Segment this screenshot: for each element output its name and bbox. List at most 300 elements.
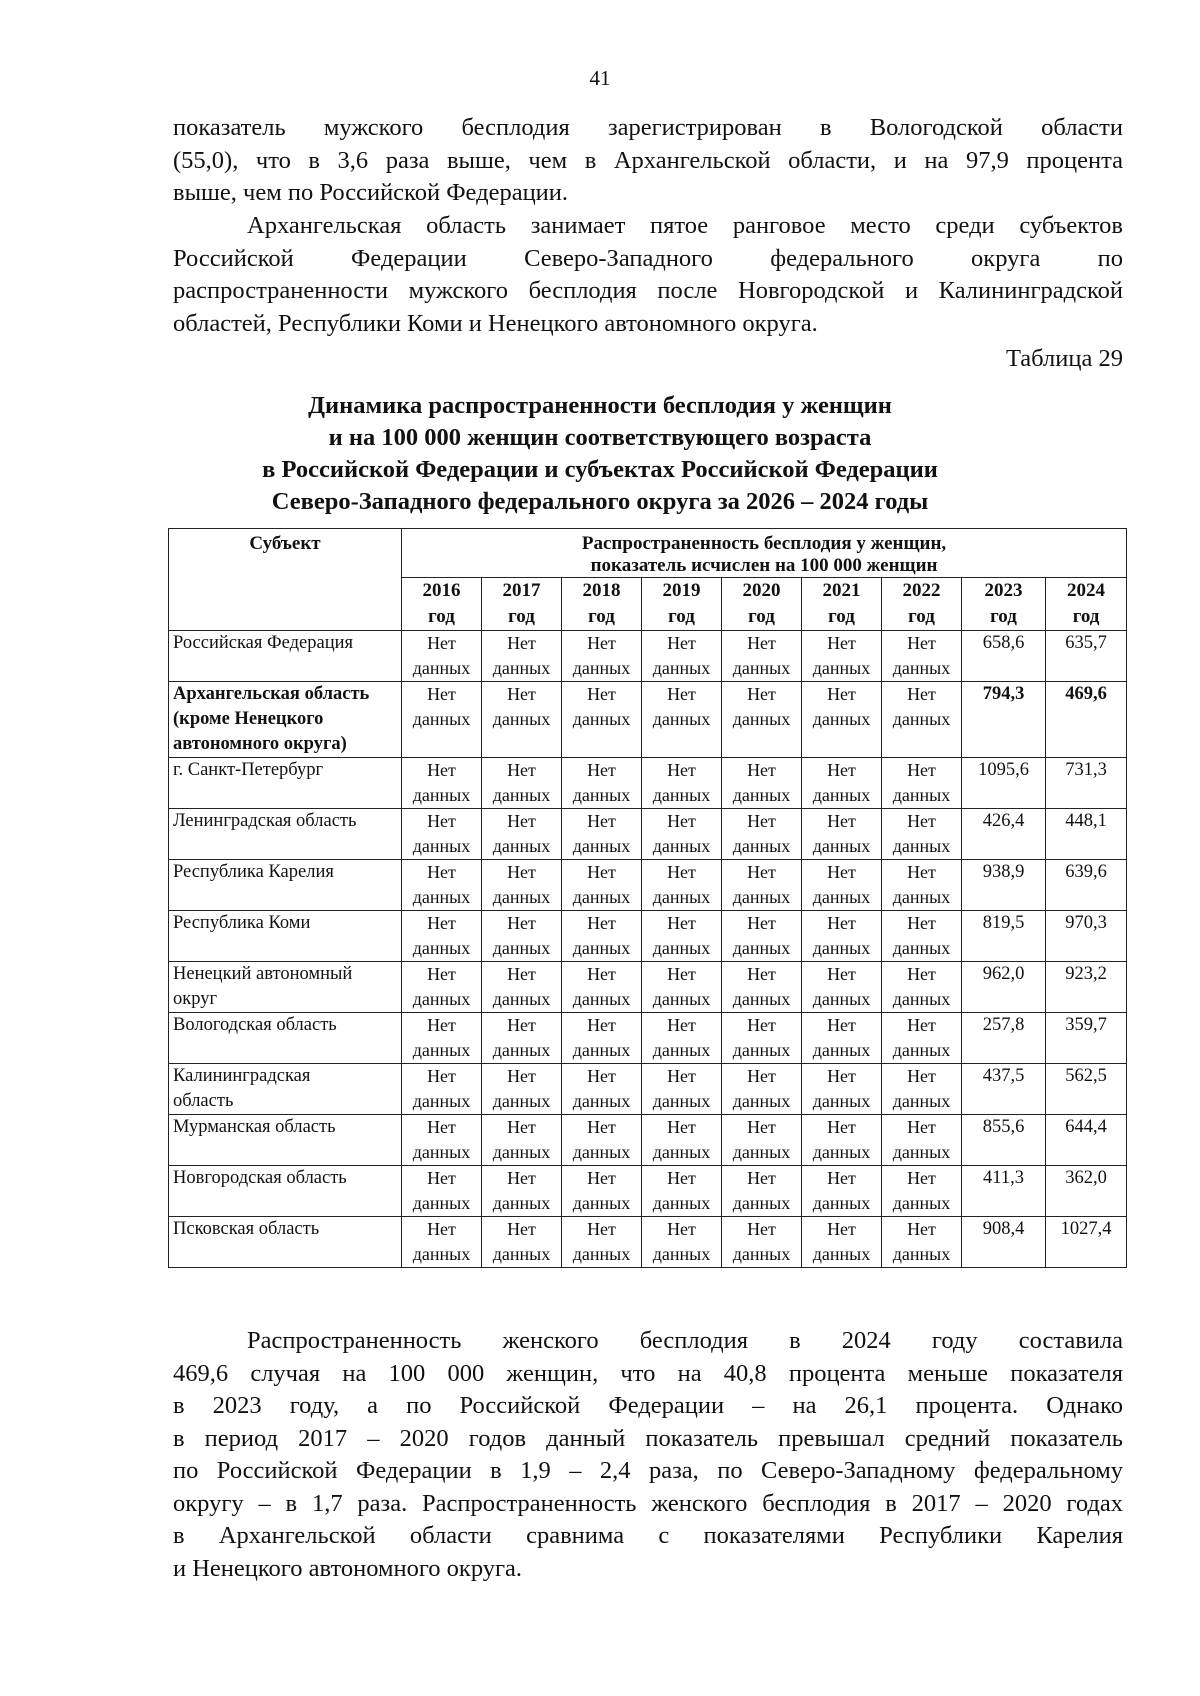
value-cell-2024: 923,2 bbox=[1046, 962, 1127, 1013]
no-data-top: Нет bbox=[427, 684, 456, 704]
no-data-cell bbox=[642, 1217, 722, 1268]
no-data-bottom: данных bbox=[732, 938, 791, 958]
year-header bbox=[642, 578, 722, 631]
no-data-cell bbox=[642, 809, 722, 860]
subject-line: Калининградская bbox=[173, 1066, 311, 1086]
no-data-bottom: данных bbox=[492, 1244, 551, 1264]
no-data-top: Нет bbox=[587, 1219, 616, 1239]
no-data-top: Нет bbox=[667, 913, 696, 933]
value-cell-2024: 639,6 bbox=[1046, 860, 1127, 911]
no-data-top: Нет bbox=[507, 760, 536, 780]
no-data-cell bbox=[402, 1013, 482, 1064]
no-data-top: Нет bbox=[427, 913, 456, 933]
table-title-line: Северо-Западного федерального округа за 2026 – 2024 годы bbox=[271, 488, 929, 515]
year-header bbox=[482, 578, 562, 631]
no-data-bottom: данных bbox=[812, 836, 871, 856]
value-cell-2023: 794,3 bbox=[962, 682, 1046, 758]
value-cell-2023: 1095,6 bbox=[962, 758, 1046, 809]
no-data-cell bbox=[722, 911, 802, 962]
no-data-bottom: данных bbox=[652, 1142, 711, 1162]
no-data-top: Нет bbox=[747, 913, 776, 933]
no-data-cell bbox=[642, 962, 722, 1013]
no-data-bottom: данных bbox=[892, 1091, 951, 1111]
no-data-cell bbox=[722, 1064, 802, 1115]
subject-cell bbox=[169, 1013, 402, 1064]
no-data-cell bbox=[482, 1064, 562, 1115]
no-data-top: Нет bbox=[507, 913, 536, 933]
year-header bbox=[402, 578, 482, 631]
no-data-bottom: данных bbox=[892, 1244, 951, 1264]
no-data-bottom: данных bbox=[572, 989, 631, 1009]
no-data-cell bbox=[402, 860, 482, 911]
no-data-bottom: данных bbox=[492, 989, 551, 1009]
no-data-bottom: данных bbox=[572, 1040, 631, 1060]
no-data-cell bbox=[882, 809, 962, 860]
no-data-cell bbox=[402, 758, 482, 809]
no-data-cell bbox=[642, 1115, 722, 1166]
no-data-top: Нет bbox=[667, 1015, 696, 1035]
no-data-cell bbox=[882, 758, 962, 809]
no-data-cell bbox=[402, 1166, 482, 1217]
subject-line: (кроме Ненецкого bbox=[173, 709, 324, 729]
no-data-cell bbox=[802, 1166, 882, 1217]
subject-cell bbox=[169, 1166, 402, 1217]
year-word: год bbox=[508, 606, 535, 627]
no-data-cell bbox=[802, 1217, 882, 1268]
subject-line: г. Санкт-Петербург bbox=[173, 760, 324, 780]
table-row bbox=[169, 1217, 1127, 1268]
no-data-top: Нет bbox=[507, 1219, 536, 1239]
no-data-cell bbox=[882, 682, 962, 758]
no-data-cell bbox=[722, 809, 802, 860]
no-data-cell bbox=[722, 758, 802, 809]
no-data-top: Нет bbox=[907, 1066, 936, 1086]
no-data-top: Нет bbox=[827, 862, 856, 882]
table-row bbox=[169, 860, 1127, 911]
no-data-top: Нет bbox=[827, 760, 856, 780]
no-data-top: Нет bbox=[827, 633, 856, 653]
no-data-cell bbox=[802, 860, 882, 911]
no-data-top: Нет bbox=[427, 862, 456, 882]
no-data-bottom: данных bbox=[732, 785, 791, 805]
no-data-bottom: данных bbox=[572, 836, 631, 856]
no-data-bottom: данных bbox=[812, 1091, 871, 1111]
no-data-cell bbox=[642, 1013, 722, 1064]
no-data-cell bbox=[562, 1166, 642, 1217]
table-body bbox=[169, 631, 1127, 1268]
paragraph-line: по Российской Федерации в 1,9 – 2,4 раза, по Северо-Западному федеральному bbox=[173, 1457, 1123, 1484]
no-data-bottom: данных bbox=[652, 1040, 711, 1060]
no-data-top: Нет bbox=[667, 1066, 696, 1086]
no-data-bottom: данных bbox=[892, 785, 951, 805]
no-data-top: Нет bbox=[907, 1117, 936, 1137]
table-row bbox=[169, 809, 1127, 860]
table-title-line: Динамика распространенности бесплодия у женщин bbox=[308, 392, 892, 419]
table-row bbox=[169, 911, 1127, 962]
paragraph-line: областей, Республики Коми и Ненецкого автономного округа. bbox=[173, 309, 818, 337]
no-data-cell bbox=[402, 962, 482, 1013]
no-data-top: Нет bbox=[907, 760, 936, 780]
no-data-bottom: данных bbox=[492, 709, 551, 729]
no-data-top: Нет bbox=[587, 913, 616, 933]
closing-paragraph bbox=[173, 1325, 1123, 1585]
year-value: 2021 bbox=[822, 580, 861, 601]
value-cell-2023: 257,8 bbox=[962, 1013, 1046, 1064]
subject-line: Архангельская область bbox=[173, 684, 370, 704]
no-data-top: Нет bbox=[507, 811, 536, 831]
value-cell-2023: 855,6 bbox=[962, 1115, 1046, 1166]
value-cell-2023: 411,3 bbox=[962, 1166, 1046, 1217]
value-cell-2024: 359,7 bbox=[1046, 1013, 1127, 1064]
no-data-cell bbox=[882, 1217, 962, 1268]
no-data-top: Нет bbox=[667, 1168, 696, 1188]
no-data-bottom: данных bbox=[572, 785, 631, 805]
year-word: год bbox=[828, 606, 855, 627]
paragraph-line: Российской Федерации Северо-Западного федерального округа по bbox=[173, 244, 1123, 272]
year-word: год bbox=[1072, 606, 1100, 627]
no-data-cell bbox=[882, 1013, 962, 1064]
no-data-bottom: данных bbox=[812, 1244, 871, 1264]
year-header bbox=[882, 578, 962, 631]
table-row bbox=[169, 758, 1127, 809]
no-data-bottom: данных bbox=[652, 1091, 711, 1111]
no-data-cell bbox=[722, 1217, 802, 1268]
no-data-bottom: данных bbox=[492, 1091, 551, 1111]
no-data-bottom: данных bbox=[572, 709, 631, 729]
no-data-top: Нет bbox=[507, 1168, 536, 1188]
no-data-top: Нет bbox=[507, 1066, 536, 1086]
no-data-cell bbox=[722, 860, 802, 911]
no-data-top: Нет bbox=[747, 862, 776, 882]
no-data-top: Нет bbox=[427, 964, 456, 984]
no-data-bottom: данных bbox=[732, 709, 791, 729]
no-data-cell bbox=[482, 860, 562, 911]
no-data-cell bbox=[722, 631, 802, 682]
no-data-bottom: данных bbox=[412, 836, 471, 856]
no-data-bottom: данных bbox=[492, 1040, 551, 1060]
no-data-bottom: данных bbox=[732, 1091, 791, 1111]
no-data-bottom: данных bbox=[812, 887, 871, 907]
subject-column-header: Субъект bbox=[169, 529, 402, 631]
rank-paragraph bbox=[173, 210, 1123, 340]
no-data-cell bbox=[722, 682, 802, 758]
no-data-cell bbox=[562, 758, 642, 809]
table-row bbox=[169, 962, 1127, 1013]
no-data-top: Нет bbox=[907, 1015, 936, 1035]
year-value: 2016 bbox=[422, 580, 461, 601]
no-data-top: Нет bbox=[907, 811, 936, 831]
no-data-top: Нет bbox=[667, 862, 696, 882]
value-cell-2023: 658,6 bbox=[962, 631, 1046, 682]
value-cell-2024: 1027,4 bbox=[1046, 1217, 1127, 1268]
value-cell-2023: 426,4 bbox=[962, 809, 1046, 860]
no-data-bottom: данных bbox=[892, 1040, 951, 1060]
subject-cell bbox=[169, 1217, 402, 1268]
value-cell-2024: 635,7 bbox=[1046, 631, 1127, 682]
no-data-bottom: данных bbox=[572, 1193, 631, 1213]
no-data-bottom: данных bbox=[892, 1142, 951, 1162]
no-data-cell bbox=[722, 1166, 802, 1217]
no-data-bottom: данных bbox=[492, 938, 551, 958]
no-data-bottom: данных bbox=[732, 658, 791, 678]
no-data-cell bbox=[642, 631, 722, 682]
subject-cell bbox=[169, 1115, 402, 1166]
infertility-table bbox=[168, 528, 1127, 1268]
no-data-cell bbox=[642, 758, 722, 809]
year-value: 2020 bbox=[742, 580, 781, 601]
no-data-bottom: данных bbox=[652, 658, 711, 678]
no-data-bottom: данных bbox=[572, 1091, 631, 1111]
no-data-cell bbox=[882, 1115, 962, 1166]
no-data-cell bbox=[642, 1064, 722, 1115]
paragraph-line: Распространенность женского бесплодия в 2024 году составила bbox=[247, 1327, 1123, 1354]
no-data-cell bbox=[802, 631, 882, 682]
no-data-top: Нет bbox=[587, 1066, 616, 1086]
no-data-cell bbox=[562, 1013, 642, 1064]
paragraph-line: и Ненецкого автономного округа. bbox=[173, 1554, 523, 1582]
no-data-top: Нет bbox=[427, 1066, 456, 1086]
no-data-top: Нет bbox=[507, 1015, 536, 1035]
no-data-top: Нет bbox=[827, 913, 856, 933]
no-data-top: Нет bbox=[747, 1066, 776, 1086]
no-data-top: Нет bbox=[907, 1168, 936, 1188]
paragraph-line: 469,6 случая на 100 000 женщин, что на 40,8 процента меньше показателя bbox=[173, 1359, 1123, 1387]
no-data-bottom: данных bbox=[492, 887, 551, 907]
no-data-bottom: данных bbox=[652, 887, 711, 907]
no-data-bottom: данных bbox=[652, 1193, 711, 1213]
paragraph-line: распространенности мужского бесплодия после Новгородской и Калининградской bbox=[173, 277, 1123, 304]
no-data-top: Нет bbox=[827, 1219, 856, 1239]
year-value: 2018 bbox=[582, 580, 621, 601]
no-data-bottom: данных bbox=[812, 658, 871, 678]
no-data-cell bbox=[402, 631, 482, 682]
year-header bbox=[1046, 578, 1127, 631]
no-data-bottom: данных bbox=[732, 1193, 791, 1213]
no-data-top: Нет bbox=[507, 1117, 536, 1137]
no-data-top: Нет bbox=[587, 862, 616, 882]
no-data-cell bbox=[642, 911, 722, 962]
no-data-cell bbox=[562, 1064, 642, 1115]
subject-line: Ленинградская область bbox=[173, 811, 357, 831]
table-title-line: в Российской Федерации и субъектах Российской Федерации bbox=[262, 456, 938, 483]
no-data-bottom: данных bbox=[892, 658, 951, 678]
no-data-top: Нет bbox=[587, 1117, 616, 1137]
paragraph-line: в Архангельской области сравнима с показателями Республики Карелия bbox=[173, 1522, 1123, 1549]
no-data-cell bbox=[882, 631, 962, 682]
no-data-cell bbox=[402, 1064, 482, 1115]
no-data-top: Нет bbox=[427, 1168, 456, 1188]
no-data-bottom: данных bbox=[652, 709, 711, 729]
paragraph-line: показатель мужского бесплодия зарегистрирован в Вологодской области bbox=[173, 114, 1123, 141]
distribution-header-line: показатель исчислен на 100 000 женщин bbox=[590, 555, 938, 576]
value-cell-2024: 448,1 bbox=[1046, 809, 1127, 860]
no-data-top: Нет bbox=[747, 1168, 776, 1188]
value-cell-2023: 962,0 bbox=[962, 962, 1046, 1013]
no-data-bottom: данных bbox=[892, 887, 951, 907]
no-data-top: Нет bbox=[827, 1168, 856, 1188]
no-data-bottom: данных bbox=[412, 1091, 471, 1111]
no-data-top: Нет bbox=[667, 811, 696, 831]
no-data-top: Нет bbox=[587, 811, 616, 831]
paragraph-line: Архангельская область занимает пятое ранговое место среди субъектов bbox=[247, 212, 1123, 239]
no-data-top: Нет bbox=[667, 760, 696, 780]
no-data-top: Нет bbox=[907, 633, 936, 653]
no-data-cell bbox=[562, 962, 642, 1013]
table-row bbox=[169, 1166, 1127, 1217]
no-data-bottom: данных bbox=[812, 1040, 871, 1060]
no-data-cell bbox=[802, 1064, 882, 1115]
no-data-bottom: данных bbox=[492, 785, 551, 805]
no-data-top: Нет bbox=[827, 1117, 856, 1137]
no-data-bottom: данных bbox=[732, 1040, 791, 1060]
value-cell-2023: 938,9 bbox=[962, 860, 1046, 911]
no-data-cell bbox=[402, 1217, 482, 1268]
table-row bbox=[169, 1115, 1127, 1166]
table-row bbox=[169, 1013, 1127, 1064]
no-data-bottom: данных bbox=[572, 1142, 631, 1162]
subject-cell bbox=[169, 860, 402, 911]
subject-cell bbox=[169, 631, 402, 682]
no-data-bottom: данных bbox=[412, 1142, 471, 1162]
subject-line: Ненецкий автономный bbox=[173, 964, 353, 984]
no-data-bottom: данных bbox=[652, 1244, 711, 1264]
no-data-cell bbox=[642, 682, 722, 758]
no-data-cell bbox=[722, 1115, 802, 1166]
no-data-top: Нет bbox=[827, 1066, 856, 1086]
no-data-top: Нет bbox=[747, 760, 776, 780]
no-data-cell bbox=[482, 962, 562, 1013]
no-data-bottom: данных bbox=[412, 887, 471, 907]
no-data-cell bbox=[482, 631, 562, 682]
no-data-cell bbox=[562, 682, 642, 758]
paragraph-line: (55,0), что в 3,6 раза выше, чем в Архангельской области, и на 97,9 процента bbox=[173, 146, 1123, 174]
no-data-bottom: данных bbox=[412, 1193, 471, 1213]
no-data-bottom: данных bbox=[812, 989, 871, 1009]
no-data-bottom: данных bbox=[572, 887, 631, 907]
no-data-cell bbox=[882, 1064, 962, 1115]
year-word: год bbox=[748, 606, 775, 627]
no-data-top: Нет bbox=[667, 1117, 696, 1137]
no-data-bottom: данных bbox=[572, 938, 631, 958]
no-data-bottom: данных bbox=[892, 989, 951, 1009]
no-data-bottom: данных bbox=[892, 938, 951, 958]
no-data-cell bbox=[402, 682, 482, 758]
no-data-cell bbox=[882, 962, 962, 1013]
subject-cell bbox=[169, 682, 402, 758]
no-data-top: Нет bbox=[747, 811, 776, 831]
no-data-bottom: данных bbox=[412, 989, 471, 1009]
no-data-top: Нет bbox=[507, 862, 536, 882]
year-header bbox=[722, 578, 802, 631]
no-data-cell bbox=[562, 1217, 642, 1268]
no-data-cell bbox=[482, 1217, 562, 1268]
subject-cell bbox=[169, 962, 402, 1013]
year-value: 2022 bbox=[902, 580, 941, 601]
subject-line: Республика Карелия bbox=[173, 862, 334, 882]
no-data-cell bbox=[802, 911, 882, 962]
no-data-cell bbox=[802, 682, 882, 758]
year-word: год bbox=[588, 606, 615, 627]
no-data-top: Нет bbox=[507, 684, 536, 704]
no-data-top: Нет bbox=[507, 633, 536, 653]
no-data-bottom: данных bbox=[652, 836, 711, 856]
no-data-cell bbox=[882, 911, 962, 962]
year-word: год bbox=[668, 606, 695, 627]
no-data-bottom: данных bbox=[732, 836, 791, 856]
subject-line: Российская Федерация bbox=[173, 633, 354, 653]
no-data-bottom: данных bbox=[412, 785, 471, 805]
subject-line: Новгородская область bbox=[173, 1168, 347, 1188]
no-data-top: Нет bbox=[907, 862, 936, 882]
no-data-top: Нет bbox=[587, 760, 616, 780]
no-data-top: Нет bbox=[747, 964, 776, 984]
no-data-cell bbox=[722, 1013, 802, 1064]
no-data-top: Нет bbox=[587, 1015, 616, 1035]
paragraph-line: округу – в 1,7 раза. Распространенность женского бесплодия в 2017 – 2020 годах bbox=[173, 1489, 1123, 1517]
table-title bbox=[150, 390, 1050, 518]
no-data-bottom: данных bbox=[572, 658, 631, 678]
paragraph-line: в период 2017 – 2020 годов данный показатель превышал средний показатель bbox=[173, 1424, 1123, 1452]
no-data-bottom: данных bbox=[412, 1244, 471, 1264]
no-data-bottom: данных bbox=[732, 887, 791, 907]
no-data-top: Нет bbox=[587, 684, 616, 704]
no-data-bottom: данных bbox=[412, 658, 471, 678]
no-data-top: Нет bbox=[907, 964, 936, 984]
no-data-top: Нет bbox=[907, 913, 936, 933]
no-data-bottom: данных bbox=[412, 709, 471, 729]
no-data-bottom: данных bbox=[892, 709, 951, 729]
no-data-cell bbox=[482, 682, 562, 758]
no-data-cell bbox=[722, 962, 802, 1013]
no-data-cell bbox=[482, 758, 562, 809]
table-row bbox=[169, 631, 1127, 682]
no-data-cell bbox=[482, 1166, 562, 1217]
no-data-top: Нет bbox=[427, 1015, 456, 1035]
no-data-bottom: данных bbox=[492, 1193, 551, 1213]
subject-line: Мурманская область bbox=[173, 1117, 336, 1137]
value-cell-2023: 437,5 bbox=[962, 1064, 1046, 1115]
no-data-top: Нет bbox=[827, 1015, 856, 1035]
no-data-cell bbox=[482, 1013, 562, 1064]
subject-line: автономного округа) bbox=[173, 734, 347, 754]
no-data-top: Нет bbox=[587, 633, 616, 653]
no-data-bottom: данных bbox=[492, 658, 551, 678]
year-value: 2017 bbox=[502, 580, 541, 601]
value-cell-2024: 644,4 bbox=[1046, 1115, 1127, 1166]
subject-line: область bbox=[173, 1091, 234, 1111]
subject-cell bbox=[169, 911, 402, 962]
value-cell-2023: 908,4 bbox=[962, 1217, 1046, 1268]
value-cell-2023: 819,5 bbox=[962, 911, 1046, 962]
no-data-bottom: данных bbox=[652, 785, 711, 805]
subject-line: Республика Коми bbox=[173, 913, 311, 933]
no-data-bottom: данных bbox=[652, 989, 711, 1009]
subject-cell bbox=[169, 758, 402, 809]
no-data-bottom: данных bbox=[412, 938, 471, 958]
no-data-bottom: данных bbox=[892, 836, 951, 856]
year-header bbox=[802, 578, 882, 631]
distribution-header-line: Распространенность бесплодия у женщин, bbox=[581, 533, 947, 554]
no-data-bottom: данных bbox=[892, 1193, 951, 1213]
no-data-cell bbox=[802, 758, 882, 809]
subject-cell bbox=[169, 1064, 402, 1115]
no-data-top: Нет bbox=[667, 1219, 696, 1239]
no-data-top: Нет bbox=[747, 1015, 776, 1035]
no-data-cell bbox=[482, 1115, 562, 1166]
no-data-bottom: данных bbox=[812, 785, 871, 805]
no-data-top: Нет bbox=[667, 633, 696, 653]
no-data-top: Нет bbox=[747, 633, 776, 653]
